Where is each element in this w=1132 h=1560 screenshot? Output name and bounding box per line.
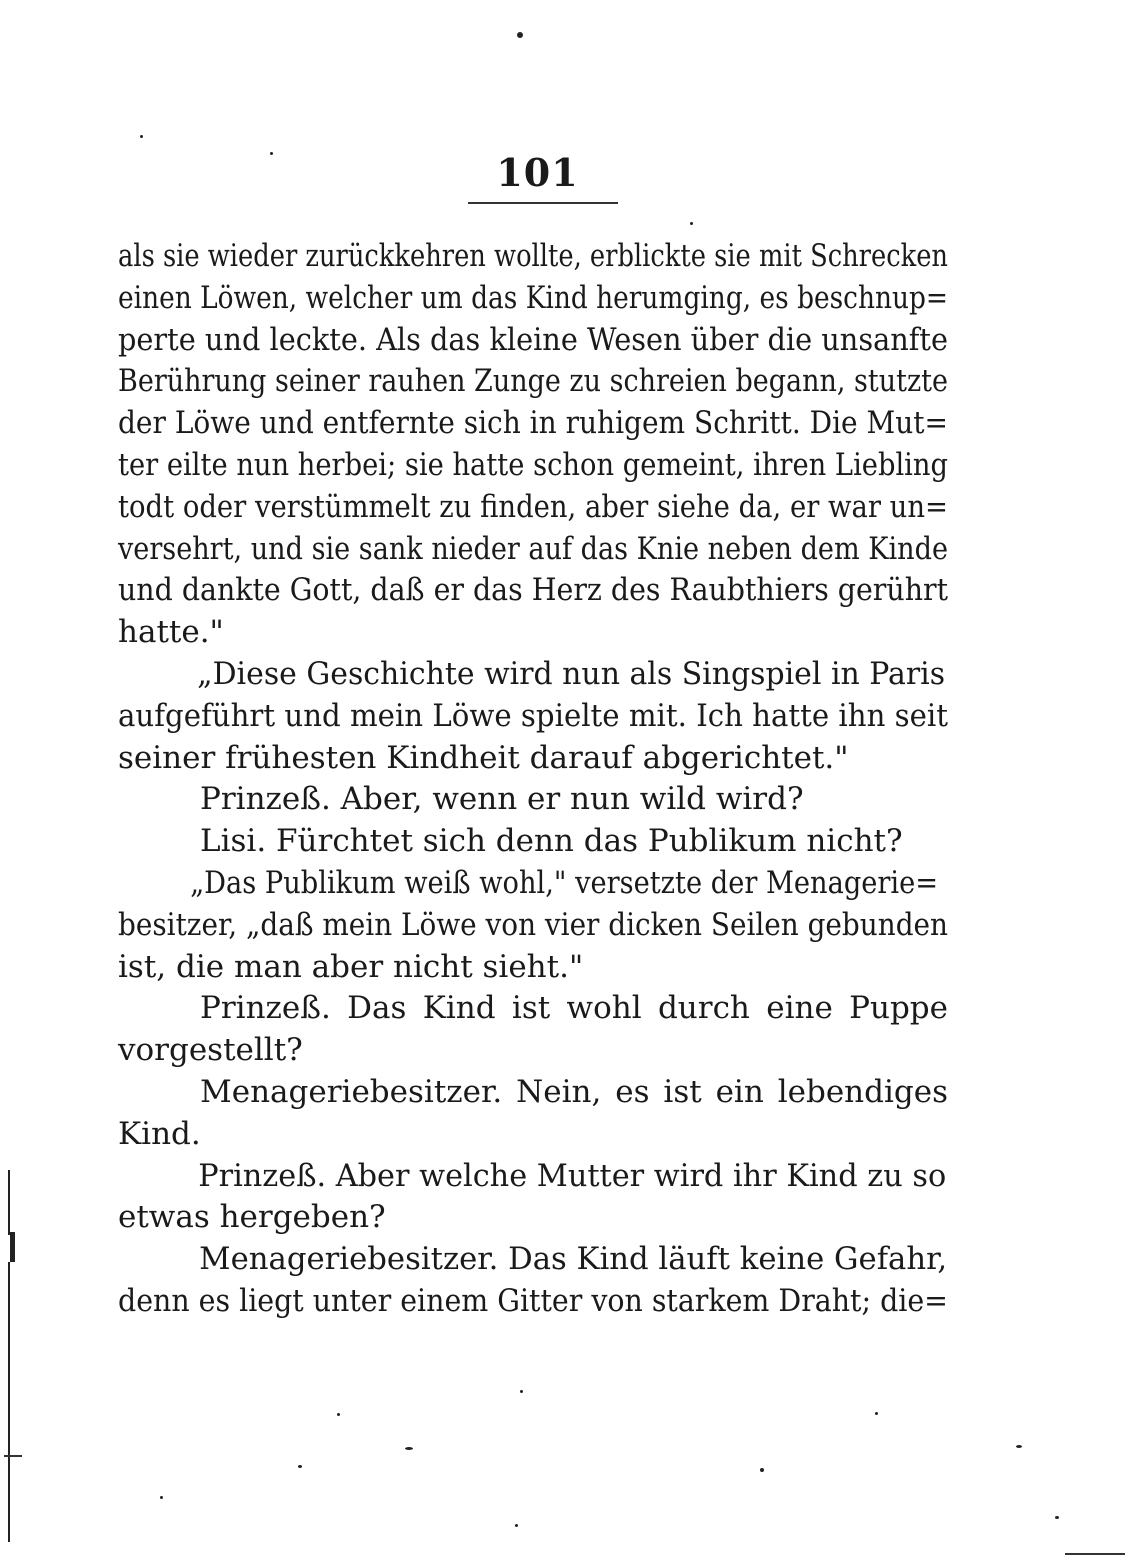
scan-speck <box>270 152 273 155</box>
scan-edge-mark <box>4 1455 22 1457</box>
text-line: „Das Publikum weiß wohl," versetzte der Menagerie= <box>190 864 939 901</box>
page-number: 101 <box>496 150 579 195</box>
text-line: ist, die man aber nicht sieht." <box>118 948 584 985</box>
text-line: ter eilte nun herbei; sie hatte schon gemeint, ihren Liebling <box>118 446 948 483</box>
text-line: vorgestellt? <box>118 1032 303 1069</box>
text-line: Kind. <box>118 1115 201 1152</box>
scan-speck <box>875 1412 878 1415</box>
dialogue-line: Prinzeß. Das Kind ist wohl durch eine Puppe <box>200 990 948 1027</box>
text-line: der Löwe und entfernte sich in ruhigem Schritt. Die Mut= <box>118 405 948 442</box>
dialogue-line: Prinzeß. Aber welche Mutter wird ihr Kind zu so <box>198 1157 947 1194</box>
text-line: versehrt, und sie sank nieder auf das Knie neben dem Kinde <box>118 530 948 567</box>
scan-edge-line <box>10 1232 15 1262</box>
scan-speck <box>1055 1516 1059 1519</box>
body-text <box>118 236 948 1323</box>
text-line: seiner frühesten Kindheit darauf abgerichtet." <box>118 739 849 776</box>
text-line: etwas hergeben? <box>118 1199 386 1236</box>
text-line: denn es liegt unter einem Gitter von starkem Draht; die= <box>118 1282 948 1319</box>
text-line: todt oder verstümmelt zu finden, aber siehe da, er war un= <box>118 488 948 525</box>
scan-speck <box>160 1496 163 1499</box>
dialogue-line: Prinzeß. Aber, wenn er nun wild wird? <box>200 781 804 818</box>
text-line: als sie wieder zurückkehren wollte, erblickte sie mit Schrecken <box>118 238 948 274</box>
text-line: einen Löwen, welcher um das Kind herumging, es beschnup= <box>118 279 948 316</box>
text-line: perte und leckte. Als das kleine Wesen über die unsanfte <box>118 321 948 358</box>
text-line: besitzer, „daß mein Löwe von vier dicken Seilen gebunden <box>118 906 948 943</box>
scan-speck <box>517 32 523 38</box>
text-line: „Diese Geschichte wird nun als Singspiel in Paris <box>197 655 946 692</box>
dialogue-line: Menageriebesitzer. Das Kind läuft keine Gefahr, <box>199 1241 948 1278</box>
scan-speck <box>140 135 143 138</box>
scan-edge-line <box>8 1170 10 1235</box>
text-line: Berührung seiner rauhen Zunge zu schreien begann, stutzte <box>118 363 948 400</box>
scan-speck <box>405 1447 413 1450</box>
scan-speck <box>515 1524 518 1527</box>
scan-edge-line <box>8 1262 10 1542</box>
scan-speck <box>298 1465 302 1468</box>
text-line: aufgeführt und mein Löwe spielte mit. Ich hatte ihn seit <box>118 697 948 734</box>
scan-speck <box>690 222 693 225</box>
scan-speck <box>760 1468 764 1472</box>
scan-speck <box>1016 1445 1022 1448</box>
page-number-rule <box>468 202 618 204</box>
scan-speck <box>337 1413 340 1416</box>
scan-speck <box>520 1390 523 1393</box>
dialogue-line: Lisi. Fürchtet sich denn das Publikum nicht? <box>200 823 903 860</box>
text-line: und dankte Gott, daß er das Herz des Raubthiers gerührt <box>118 572 948 609</box>
dialogue-line: Menageriebesitzer. Nein, es ist ein lebendiges <box>200 1073 948 1110</box>
scan-edge-mark <box>1065 1553 1125 1555</box>
text-line: hatte." <box>118 614 224 651</box>
